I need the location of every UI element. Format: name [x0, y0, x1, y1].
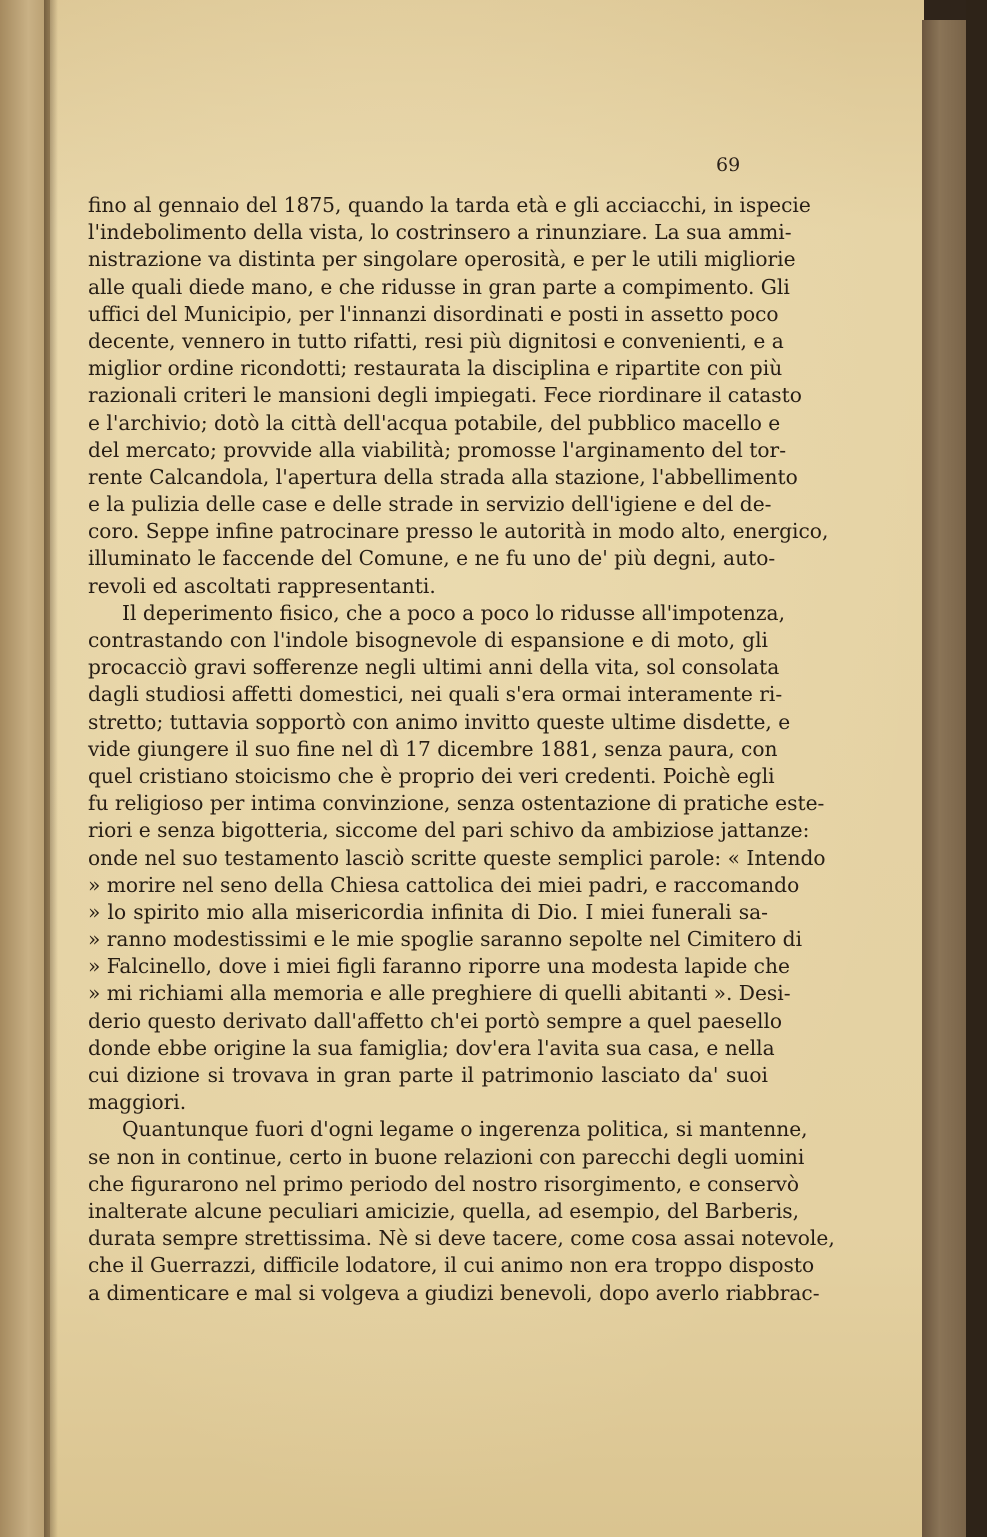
text-line: » lo spirito mio alla misericordia infinita di Dio. I miei funerali sa- [88, 899, 768, 924]
text-line: maggiori. [88, 1090, 187, 1115]
text-line: nistrazione va distinta per singolare operosità, e per le utili migliorie [88, 247, 796, 272]
text-line: che figurarono nel primo periodo del nostro risorgimento, e conservò [88, 1171, 800, 1196]
text-line: » mi richiami alla memoria e alle preghiere di quelli abitanti ». Desi- [88, 981, 791, 1006]
text-line: coro. Seppe infine patrocinare presso le autorità in modo alto, energico, [88, 519, 829, 544]
text-line: dagli studiosi affetti domestici, nei quali s'era ormai interamente ri- [88, 682, 783, 707]
text-line: riori e senza bigotteria, siccome del pari schivo da ambiziose jattanze: [88, 818, 810, 843]
scan-border [966, 0, 987, 1537]
text-line: stretto; tuttavia sopportò con animo invitto queste ultime disdette, e [88, 709, 791, 734]
text-line: onde nel suo testamento lasciò scritte queste semplici parole: « Intendo [88, 845, 826, 870]
text-line: derio questo derivato dall'affetto ch'ei portò sempre a quel paesello [88, 1008, 783, 1033]
text-line: » Falcinello, dove i miei figli faranno riporre una modesta lapide che [88, 954, 790, 979]
text-line: uffici del Municipio, per l'innanzi disordinati e posti in assetto poco [88, 301, 779, 326]
text-line: miglior ordine ricondotti; restaurata la disciplina e ripartite con più [88, 356, 783, 381]
text-line: Quantunque fuori d'ogni legame o ingerenza politica, si mantenne, [122, 1117, 808, 1142]
page-fore-edge [922, 20, 966, 1537]
text-line: a dimenticare e mal si volgeva a giudizi benevoli, dopo averlo riabbrac- [88, 1280, 820, 1305]
text-line: durata sempre strettissima. Nè si deve tacere, come cosa assai notevole, [88, 1226, 835, 1251]
text-line: se non in continue, certo in buone relazioni con parecchi degli uomini [88, 1144, 805, 1169]
text-line: fino al gennaio del 1875, quando la tarda età e gli acciacchi, in ispecie [88, 193, 811, 217]
text-line: » ranno modestissimi e le mie spoglie saranno sepolte nel Cimitero di [88, 927, 803, 952]
page-number: 69 [716, 154, 741, 176]
text-line: e l'archivio; dotò la città dell'acqua potabile, del pubblico macello e [88, 410, 781, 435]
text-line: procacciò gravi sofferenze negli ultimi anni della vita, sol consolata [88, 655, 780, 680]
spine-shadow [44, 0, 58, 1537]
text-line: donde ebbe origine la sua famiglia; dov'era l'avita sua casa, e nella [88, 1035, 775, 1060]
text-line: inalterate alcune peculiari amicizie, quella, ad esempio, del Barberis, [88, 1198, 800, 1223]
text-line: » morire nel seno della Chiesa cattolica dei miei padri, e raccomando [88, 872, 800, 897]
text-line: vide giungere il suo fine nel dì 17 dicembre 1881, senza paura, con [88, 736, 778, 761]
text-line: cui dizione si trovava in gran parte il patrimonio lasciato da' suoi [88, 1063, 768, 1087]
text-line: l'indebolimento della vista, lo costrinsero a rinunziare. La sua ammi- [88, 220, 792, 245]
text-line: quel cristiano stoicismo che è proprio dei veri credenti. Poichè egli [88, 763, 775, 788]
text-line: fu religioso per intima convinzione, senza ostentazione di pratiche este- [88, 791, 825, 816]
text-line: che il Guerrazzi, difficile lodatore, il cui animo non era troppo disposto [88, 1253, 815, 1278]
text-line: alle quali diede mano, e che ridusse in gran parte a compimento. Gli [88, 274, 790, 299]
text-line: e la pulizia delle case e delle strade in servizio dell'igiene e del de- [88, 492, 772, 517]
text-line: del mercato; provvide alla viabilità; promosse l'arginamento del tor- [88, 437, 787, 462]
text-line: Il deperimento fisico, che a poco a poco lo ridusse all'impotenza, [122, 600, 785, 625]
text-line: razionali criteri le mansioni degli impiegati. Fece riordinare il catasto [88, 383, 802, 408]
body-text [88, 192, 835, 1307]
text-line: revoli ed ascoltati rappresentanti. [88, 573, 436, 598]
text-line: illuminato le faccende del Comune, e ne fu uno de' più degni, auto- [88, 546, 776, 571]
text-line: rente Calcandola, l'apertura della strada alla stazione, l'abbellimento [88, 464, 798, 489]
text-line: contrastando con l'indole bisognevole di espansione e di moto, gli [88, 628, 768, 652]
text-line: decente, vennero in tutto rifatti, resi più dignitosi e convenienti, e a [88, 328, 784, 353]
